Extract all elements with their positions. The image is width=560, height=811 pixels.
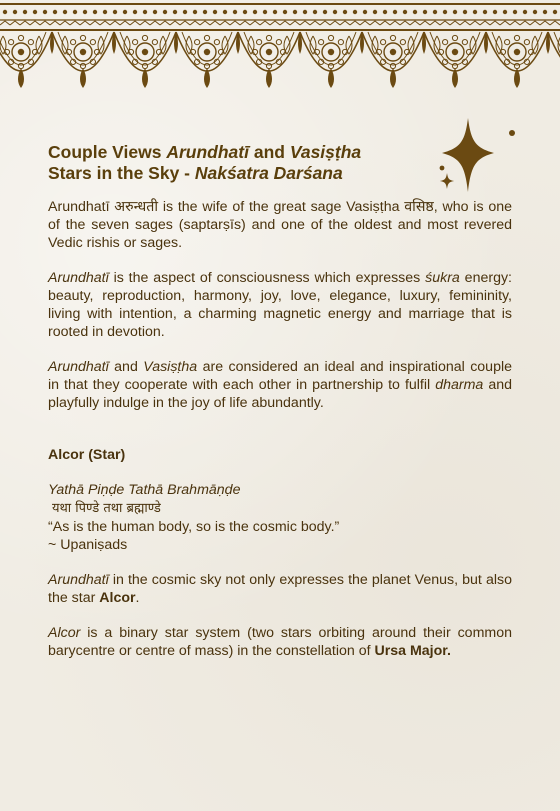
quote-source: ~ Upaniṣads	[48, 537, 128, 553]
title-name-arundhati: Arundhatī	[166, 142, 249, 162]
paragraph-text: are considered an ideal and inspirational couple in that they cooperate with each other in partnership to fulfil	[48, 359, 512, 393]
page-title	[48, 142, 428, 184]
paragraph-venus-alcor	[48, 571, 512, 607]
paragraph-consciousness	[48, 269, 512, 341]
italic-term: Arundhatī	[48, 572, 109, 588]
italic-term: Arundhatī	[48, 270, 109, 286]
title-text: and	[248, 142, 290, 162]
bold-term: Ursa Major.	[374, 643, 451, 659]
ornamental-lace-border	[0, 0, 560, 108]
title-naksatra-darsana: Nakśatra Darśana	[194, 163, 343, 183]
paragraph-text: and	[108, 359, 144, 375]
italic-term: Vasiṣṭha	[143, 359, 198, 375]
paragraph-text: .	[135, 590, 140, 606]
quote-devanagari: यथा पिण्डे तथा ब्रह्माण्डे	[51, 501, 161, 516]
paragraph-text: energy: beauty, reproduction, harmony, joy, love, elegance, luxury, femininity, living with intention, a charming magnetic energy and marriage that is rooted in devotion.	[48, 270, 512, 340]
italic-term: dharma	[435, 377, 484, 393]
paragraph-text: is the aspect of consciousness which expresses	[108, 270, 426, 286]
title-text: Couple Views	[48, 142, 167, 162]
quote-transliteration: Yathā Piṇḍe Tathā Brahmāṇḍe	[48, 482, 241, 498]
quote-block	[48, 481, 512, 554]
quote-translation: “As is the human body, so is the cosmic body.”	[48, 519, 340, 535]
title-name-vasistha: Vasiṣṭha	[289, 142, 362, 162]
title-text: Stars in the Sky -	[48, 163, 195, 183]
paragraph-text: is a binary star system (two stars orbiting around their common barycentre or centre of mass) in the constellation of	[48, 625, 512, 659]
paragraph-text: in the cosmic sky not only expresses the planet Venus, but also the star	[48, 572, 512, 606]
paragraph-text: and playfully indulge in the joy of life abundantly.	[48, 377, 512, 411]
main-content	[48, 142, 512, 660]
section-heading-alcor: Alcor (Star)	[48, 447, 126, 463]
paragraph-binary-star	[48, 624, 512, 660]
paragraph-intro	[48, 198, 512, 252]
italic-term: Arundhatī	[48, 359, 109, 375]
paragraph-text: Arundhatī अरुन्धती is the wife of the great sage Vasiṣṭha वसिष्ठ, who is one of the seven sages (saptarṣīs) and one of the oldest and most revered Vedic rishis or sages.	[48, 199, 512, 251]
italic-term: śukra	[425, 270, 460, 286]
italic-term: Alcor	[48, 625, 81, 641]
bold-term: Alcor	[99, 590, 136, 606]
paragraph-couple	[48, 358, 512, 412]
